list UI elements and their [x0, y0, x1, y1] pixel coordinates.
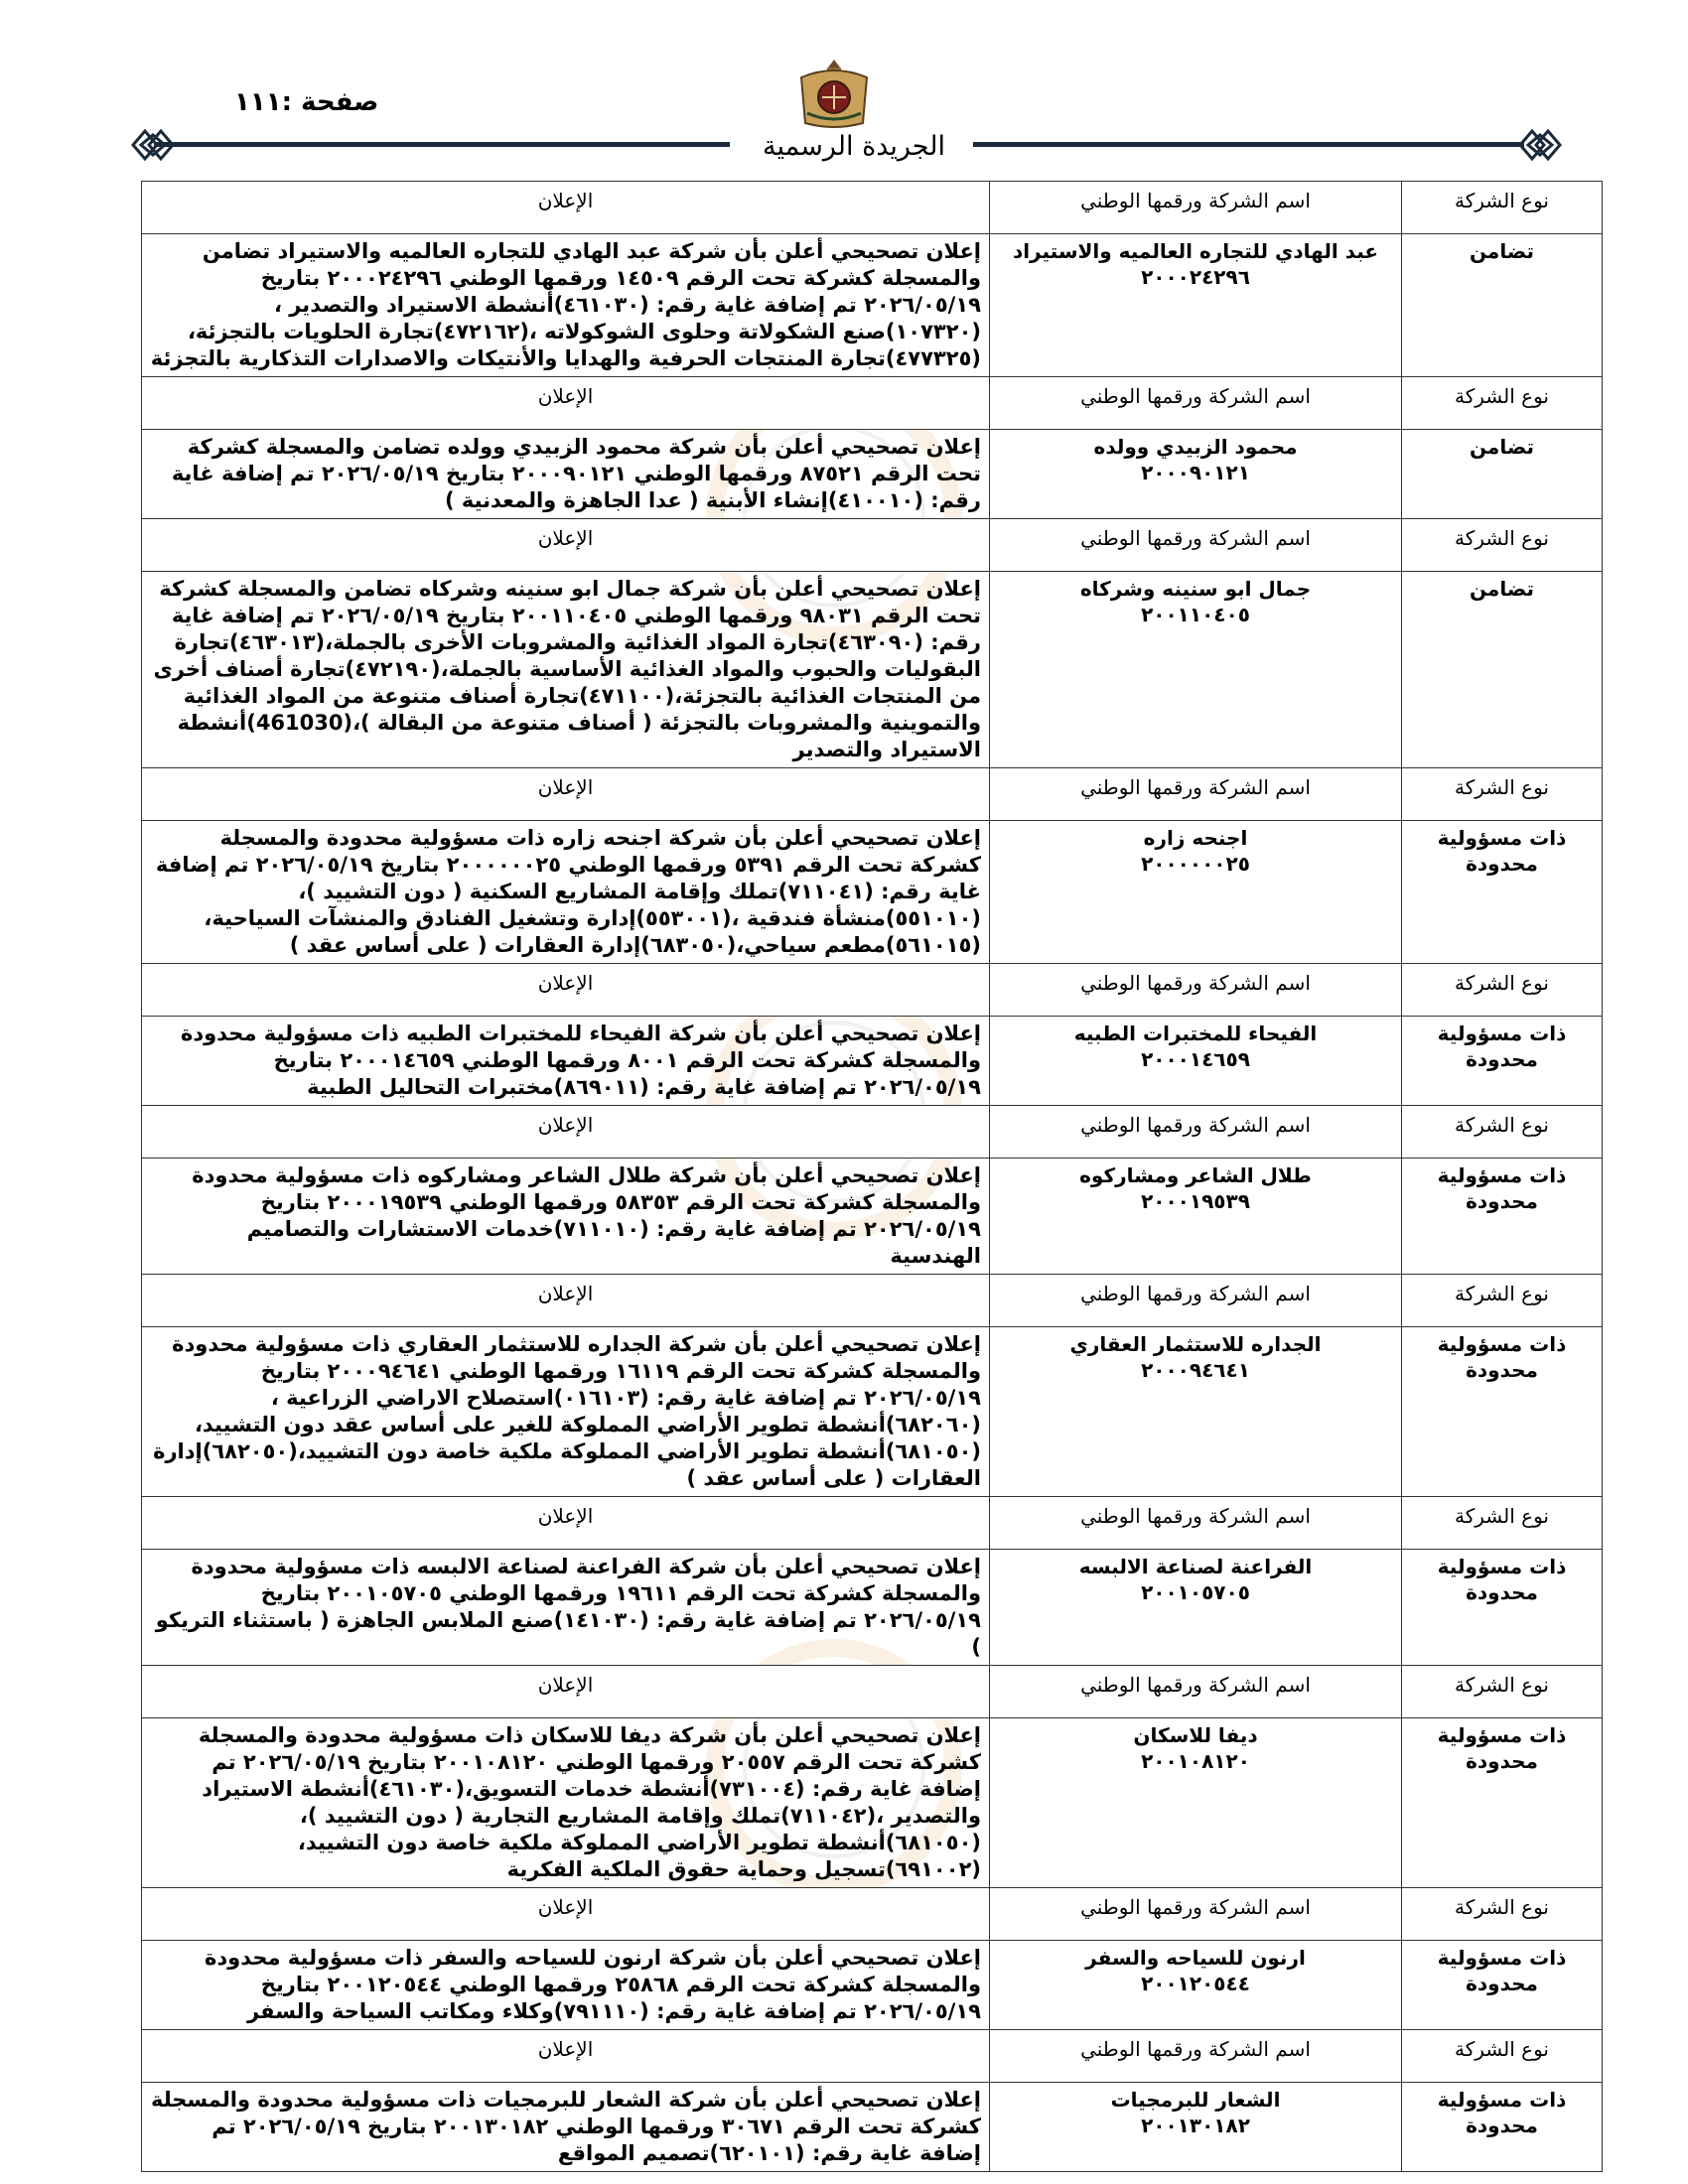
- column-header-row: [142, 1888, 1603, 1941]
- company-national-id: ٢٠٠١٠٥٧٠٥: [1141, 1580, 1250, 1604]
- column-header-row: [142, 1497, 1603, 1550]
- company-national-id: ٢٠٠١١٠٤٠٥: [1141, 603, 1250, 626]
- company-type: ذات مسؤولية محدودة: [1402, 1718, 1603, 1888]
- column-header-announcement: الإعلان: [142, 1106, 990, 1159]
- company-name-cell: [990, 430, 1402, 519]
- column-header-announcement: الإعلان: [142, 182, 990, 234]
- column-header-announcement: الإعلان: [142, 768, 990, 821]
- company-name-cell: [990, 1550, 1402, 1666]
- table-row: [142, 1017, 1603, 1106]
- table-row: [142, 1550, 1603, 1666]
- column-header-type: نوع الشركة: [1402, 1106, 1603, 1159]
- table-row: [142, 572, 1603, 768]
- page-number: صفحة :١١١: [234, 87, 379, 117]
- company-name-cell: [990, 821, 1402, 964]
- column-header-announcement: الإعلان: [142, 1888, 990, 1941]
- column-header-type: نوع الشركة: [1402, 377, 1603, 430]
- company-type: ذات مسؤولية محدودة: [1402, 1941, 1603, 2030]
- column-header-announcement: الإعلان: [142, 377, 990, 430]
- column-header-name: اسم الشركة ورقمها الوطني: [990, 377, 1402, 430]
- column-header-announcement: الإعلان: [142, 1275, 990, 1327]
- company-national-id: ٢٠٠٠٠٠٠٢٥: [1141, 852, 1250, 876]
- company-name-cell: [990, 1941, 1402, 2030]
- company-name: الفيحاء للمختبرات الطبيه: [1073, 1022, 1318, 1045]
- column-header-name: اسم الشركة ورقمها الوطني: [990, 1106, 1402, 1159]
- table-row: [142, 821, 1603, 964]
- gazette-title: الجريدة الرسمية: [763, 131, 945, 162]
- column-header-name: اسم الشركة ورقمها الوطني: [990, 768, 1402, 821]
- column-header-row: [142, 377, 1603, 430]
- table-row: [142, 1327, 1603, 1497]
- column-header-name: اسم الشركة ورقمها الوطني: [990, 519, 1402, 572]
- table-row: [142, 2083, 1603, 2172]
- company-name: الشعار للبرمجيات: [1110, 2088, 1281, 2112]
- ornament-knot-left: [127, 125, 179, 165]
- company-type: تضامن: [1402, 572, 1603, 768]
- column-header-name: اسم الشركة ورقمها الوطني: [990, 964, 1402, 1017]
- column-header-type: نوع الشركة: [1402, 768, 1603, 821]
- announcement-text: إعلان تصحيحي أعلن بأن شركة عبد الهادي للتجاره العالميه والاستيراد تضامن والمسجلة كشركة تحت الرقم ١٤٥٠٩ ورقمها الوطني ٢٠٠٠٢٤٢٩٦ بتاريخ ٢٠٢٦/٠٥/١٩ تم إضافة غاية رقم: (٤٦١٠٣٠)أنشطة الاستيراد والتصدير ،(١٠٧٣٢٠)صنع الشكولاتة وحلوى الشوكولاته ،(٤٧٢١٦٢)تجارة الحلويات بالتجزئة،(٤٧٧٣٢٥)تجارة المنتجات الحرفية والهدايا والأنتيكات والاصدارات التذكارية بالتجزئة: [142, 234, 990, 377]
- company-national-id: ٢٠٠١٣٠١٨٢: [1141, 2114, 1250, 2137]
- table-row: [142, 234, 1603, 377]
- column-header-type: نوع الشركة: [1402, 1666, 1603, 1718]
- column-header-row: [142, 2030, 1603, 2083]
- announcement-text: إعلان تصحيحي أعلن بأن شركة طلال الشاعر ومشاركوه ذات مسؤولية محدودة والمسجلة كشركة تحت الرقم ٥٨٣٥٣ ورقمها الوطني ٢٠٠٠١٩٥٣٩ بتاريخ ٢٠٢٦/٠٥/١٩ تم إضافة غاية رقم: (٧١١٠١٠)خدمات الاستشارات والتصاميم الهندسية: [142, 1159, 990, 1275]
- announcement-text: إعلان تصحيحي أعلن بأن شركة جمال ابو سنينه وشركاه تضامن والمسجلة كشركة تحت الرقم ٩٨٠٣١ ورقمها الوطني ٢٠٠١١٠٤٠٥ بتاريخ ٢٠٢٦/٠٥/١٩ تم إضافة غاية رقم: (٤٦٣٠٩٠)تجارة المواد الغذائية والمشروبات الأخرى بالجملة،(٤٦٣٠١٣)تجارة البقوليات والحبوب والمواد الغذائية الأساسية بالجملة،(٤٧٢١٩٠)تجارة أصناف أخرى من المنتجات الغذائية بالتجزئة،(٤٧١١٠٠)تجارة أصناف متنوعة من المواد الغذائية والتموينية والمشروبات بالتجزئة ( أصناف متنوعة من البقالة )،(461030)أنشطة الاستيراد والتصدير: [142, 572, 990, 768]
- announcement-text: إعلان تصحيحي أعلن بأن شركة ديفا للاسكان ذات مسؤولية محدودة والمسجلة كشركة تحت الرقم ٢٠٥٥٧ ورقمها الوطني ٢٠٠١٠٨١٢٠ بتاريخ ٢٠٢٦/٠٥/١٩ تم إضافة غاية رقم: (٧٣١٠٠٤)أنشطة خدمات التسويق،(٤٦١٠٣٠)أنشطة الاستيراد والتصدير ،(٧١١٠٤٢)تملك وإقامة المشاريع التجارية ( دون التشييد )،(٦٨١٠٥٠)أنشطة تطوير الأراضي المملوكة ملكية خاصة دون التشييد،(٦٩١٠٠٢)تسجيل وحماية حقوق الملكية الفكرية: [142, 1718, 990, 1888]
- company-name: طلال الشاعر ومشاركوه: [1079, 1163, 1312, 1187]
- column-header-announcement: الإعلان: [142, 2030, 990, 2083]
- company-name-cell: [990, 1718, 1402, 1888]
- column-header-announcement: الإعلان: [142, 964, 990, 1017]
- announcement-text: إعلان تصحيحي أعلن بأن شركة اجنحه زاره ذات مسؤولية محدودة والمسجلة كشركة تحت الرقم ٥٣٩١ ورقمها الوطني ٢٠٠٠٠٠٠٢٥ بتاريخ ٢٠٢٦/٠٥/١٩ تم إضافة غاية رقم: (٧١١٠٤١)تملك وإقامة المشاريع السكنية ( دون التشييد )،(٥٥١٠١٠)منشأة فندقية ،(٥٥٣٠٠١)إدارة وتشغيل الفنادق والمنشآت السياحية،(٥٦١٠١٥)مطعم سياحي،(٦٨٣٠٥٠)إدارة العقارات ( على أساس عقد ): [142, 821, 990, 964]
- company-type: تضامن: [1402, 234, 1603, 377]
- column-header-announcement: الإعلان: [142, 1497, 990, 1550]
- company-name-cell: [990, 1159, 1402, 1275]
- column-header-row: [142, 1106, 1603, 1159]
- company-name: محمود الزبيدي وولده: [1093, 435, 1298, 459]
- company-name-cell: [990, 572, 1402, 768]
- announcement-text: إعلان تصحيحي أعلن بأن شركة الفيحاء للمختبرات الطبيه ذات مسؤولية محدودة والمسجلة كشركة تحت الرقم ٨٠٠١ ورقمها الوطني ٢٠٠٠١٤٦٥٩ بتاريخ ٢٠٢٦/٠٥/١٩ تم إضافة غاية رقم: (٨٦٩٠١١)مختبرات التحاليل الطبية: [142, 1017, 990, 1106]
- announcements-table: [141, 181, 1603, 2172]
- company-name: ديفا للاسكان: [1133, 1723, 1258, 1747]
- company-name: الفراعنة لصناعة الالبسه: [1078, 1555, 1313, 1578]
- column-header-type: نوع الشركة: [1402, 182, 1603, 234]
- company-name-cell: [990, 2083, 1402, 2172]
- coat-of-arms-emblem: [789, 54, 879, 133]
- announcement-text: إعلان تصحيحي أعلن بأن شركة الفراعنة لصناعة الالبسه ذات مسؤولية محدودة والمسجلة كشركة تحت الرقم ١٩٦١١ ورقمها الوطني ٢٠٠١٠٥٧٠٥ بتاريخ ٢٠٢٦/٠٥/١٩ تم إضافة غاية رقم: (١٤١٠٣٠)صنع الملابس الجاهزة ( باستثناء التريكو ): [142, 1550, 990, 1666]
- column-header-type: نوع الشركة: [1402, 1497, 1603, 1550]
- company-name: الجداره للاستثمار العقاري: [1069, 1332, 1322, 1356]
- header-rule-right: [973, 142, 1524, 147]
- column-header-type: نوع الشركة: [1402, 1888, 1603, 1941]
- table-row: [142, 430, 1603, 519]
- company-type: ذات مسؤولية محدودة: [1402, 2083, 1603, 2172]
- company-type: ذات مسؤولية محدودة: [1402, 821, 1603, 964]
- company-name: ارنون للسياحه والسفر: [1085, 1946, 1306, 1970]
- ornament-knot-right: [1514, 125, 1566, 165]
- table-row: [142, 1718, 1603, 1888]
- company-national-id: ٢٠٠٠١٤٦٥٩: [1141, 1047, 1250, 1071]
- company-name-cell: [990, 234, 1402, 377]
- company-name: جمال ابو سنينه وشركاه: [1079, 577, 1312, 601]
- company-national-id: ٢٠٠٠٩٤٦٤١: [1141, 1358, 1250, 1382]
- column-header-row: [142, 519, 1603, 572]
- column-header-row: [142, 182, 1603, 234]
- table-row: [142, 1941, 1603, 2030]
- company-national-id: ٢٠٠١٠٨١٢٠: [1141, 1749, 1250, 1773]
- company-type: ذات مسؤولية محدودة: [1402, 1550, 1603, 1666]
- column-header-row: [142, 1666, 1603, 1718]
- company-national-id: ٢٠٠٠١٩٥٣٩: [1141, 1189, 1250, 1213]
- company-national-id: ٢٠٠١٢٠٥٤٤: [1141, 1972, 1250, 1995]
- column-header-name: اسم الشركة ورقمها الوطني: [990, 1275, 1402, 1327]
- company-name-cell: [990, 1327, 1402, 1497]
- company-type: ذات مسؤولية محدودة: [1402, 1017, 1603, 1106]
- column-header-name: اسم الشركة ورقمها الوطني: [990, 2030, 1402, 2083]
- column-header-announcement: الإعلان: [142, 519, 990, 572]
- column-header-type: نوع الشركة: [1402, 964, 1603, 1017]
- company-type: تضامن: [1402, 430, 1603, 519]
- table-row: [142, 1159, 1603, 1275]
- announcement-text: إعلان تصحيحي أعلن بأن شركة الجداره للاستثمار العقاري ذات مسؤولية محدودة والمسجلة كشركة تحت الرقم ١٦١١٩ ورقمها الوطني ٢٠٠٠٩٤٦٤١ بتاريخ ٢٠٢٦/٠٥/١٩ تم إضافة غاية رقم: (٠١٦١٠٣)استصلاح الاراضي الزراعية ،(٦٨٢٠٦٠)أنشطة تطوير الأراضي المملوكة للغير على أساس عقد دون التشييد،(٦٨١٠٥٠)أنشطة تطوير الأراضي المملوكة ملكية خاصة دون التشييد،(٦٨٢٠٥٠)إدارة العقارات ( على أساس عقد ): [142, 1327, 990, 1497]
- company-type: ذات مسؤولية محدودة: [1402, 1159, 1603, 1275]
- column-header-row: [142, 768, 1603, 821]
- column-header-name: اسم الشركة ورقمها الوطني: [990, 182, 1402, 234]
- column-header-row: [142, 1275, 1603, 1327]
- column-header-row: [142, 964, 1603, 1017]
- company-national-id: ٢٠٠٠٢٤٢٩٦: [1141, 265, 1250, 289]
- announcement-text: إعلان تصحيحي أعلن بأن شركة الشعار للبرمجيات ذات مسؤولية محدودة والمسجلة كشركة تحت الرقم ٣٠٦٧١ ورقمها الوطني ٢٠٠١٣٠١٨٢ بتاريخ ٢٠٢٦/٠٥/١٩ تم إضافة غاية رقم: (٦٢٠١٠١)تصميم المواقع: [142, 2083, 990, 2172]
- column-header-name: اسم الشركة ورقمها الوطني: [990, 1888, 1402, 1941]
- announcement-text: إعلان تصحيحي أعلن بأن شركة ارنون للسياحه والسفر ذات مسؤولية محدودة والمسجلة كشركة تحت الرقم ٢٥٨٦٨ ورقمها الوطني ٢٠٠١٢٠٥٤٤ بتاريخ ٢٠٢٦/٠٥/١٩ تم إضافة غاية رقم: (٧٩١١١٠)وكلاء ومكاتب السياحة والسفر: [142, 1941, 990, 2030]
- announcement-text: إعلان تصحيحي أعلن بأن شركة محمود الزبيدي وولده تضامن والمسجلة كشركة تحت الرقم ٨٧٥٢١ ورقمها الوطني ٢٠٠٠٩٠١٢١ بتاريخ ٢٠٢٦/٠٥/١٩ تم إضافة غاية رقم: (٤١٠٠١٠)إنشاء الأبنية ( عدا الجاهزة والمعدنية ): [142, 430, 990, 519]
- company-type: ذات مسؤولية محدودة: [1402, 1327, 1603, 1497]
- header-rule-left: [154, 142, 730, 147]
- column-header-type: نوع الشركة: [1402, 2030, 1603, 2083]
- column-header-type: نوع الشركة: [1402, 519, 1603, 572]
- column-header-name: اسم الشركة ورقمها الوطني: [990, 1497, 1402, 1550]
- company-name-cell: [990, 1017, 1402, 1106]
- column-header-type: نوع الشركة: [1402, 1275, 1603, 1327]
- company-name: عبد الهادي للتجاره العالميه والاستيراد: [1012, 239, 1379, 263]
- company-name: اجنحه زاره: [1143, 826, 1248, 850]
- company-national-id: ٢٠٠٠٩٠١٢١: [1141, 461, 1250, 484]
- column-header-name: اسم الشركة ورقمها الوطني: [990, 1666, 1402, 1718]
- column-header-announcement: الإعلان: [142, 1666, 990, 1718]
